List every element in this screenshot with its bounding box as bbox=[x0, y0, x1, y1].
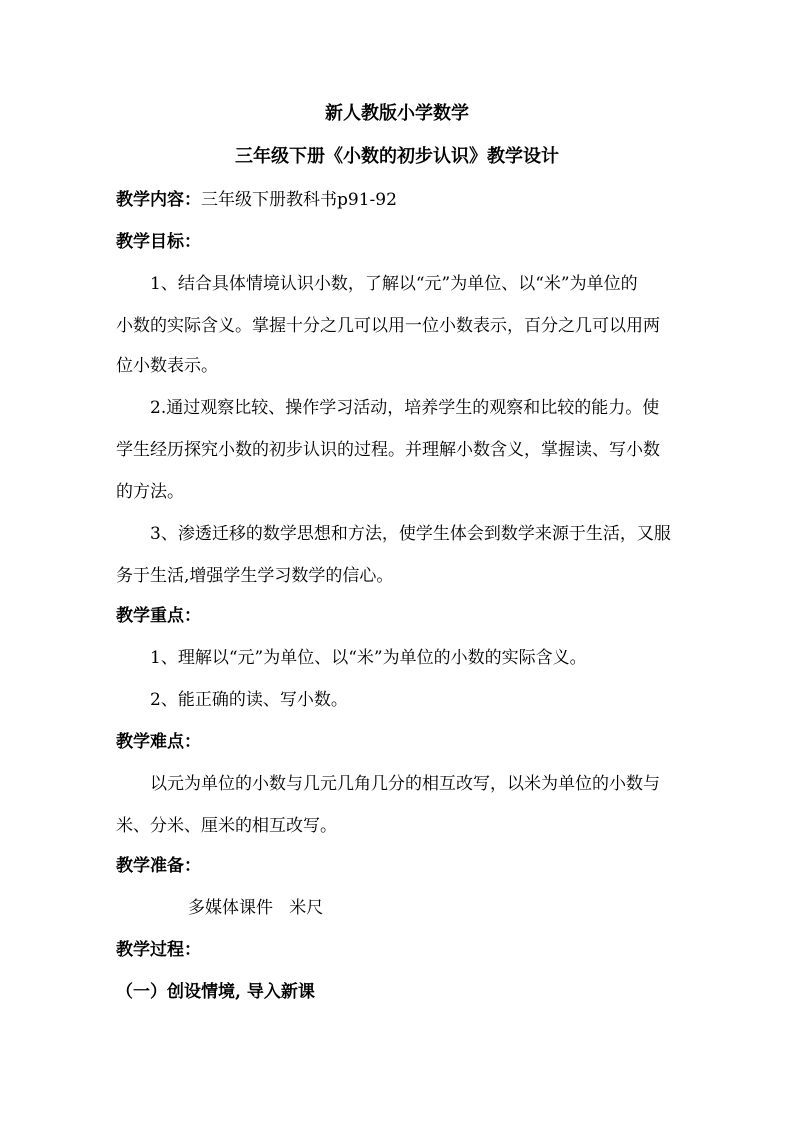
process-label: 教学过程： bbox=[116, 940, 201, 960]
objective-line: 1、结合具体情境认识小数，了解以“元”为单位、以“米”为单位的 bbox=[150, 274, 638, 294]
objective-line: 2.通过观察比较、操作学习活动，培养学生的观察和比较的能力。使 bbox=[150, 398, 660, 418]
preparation-label: 教学准备： bbox=[116, 856, 201, 876]
objective-line: 学生经历探究小数的初步认识的过程。并理解小数含义，掌握读、写小数 bbox=[116, 440, 660, 460]
key-points-label: 教学重点： bbox=[116, 606, 201, 626]
difficulty-line: 以元为单位的小数与几元几角几分的相互改写，以米为单位的小数与 bbox=[150, 774, 660, 794]
objective-line: 务于生活,增强学生学习数学的信心。 bbox=[116, 566, 394, 586]
objective-line: 小数的实际含义。掌握十分之几可以用一位小数表示，百分之几可以用两 bbox=[116, 316, 660, 336]
difficulty-line: 米、分米、厘米的相互改写。 bbox=[116, 816, 337, 836]
document-title: 新人教版小学数学 bbox=[325, 103, 469, 124]
objective-line: 的方法。 bbox=[116, 482, 184, 502]
document-subtitle: 三年级下册《小数的初步认识》教学设计 bbox=[235, 146, 559, 167]
content-row bbox=[116, 190, 397, 210]
content-label: 教学内容： bbox=[116, 190, 201, 210]
preparation-value: 多媒体课件 米尺 bbox=[188, 898, 324, 918]
objective-line: 3、渗透迁移的数学思想和方法，使学生体会到数学来源于生活，又服 bbox=[150, 524, 671, 544]
process-step-1: （一）创设情境, 导入新课 bbox=[116, 982, 315, 1002]
key-point-line: 2、能正确的读、写小数。 bbox=[150, 690, 348, 710]
objective-line: 位小数表示。 bbox=[116, 356, 218, 376]
content-value: 三年级下册教科书p91-92 bbox=[201, 190, 397, 210]
objectives-label: 教学目标： bbox=[116, 232, 201, 252]
key-point-line: 1、理解以“元”为单位、以“米”为单位的小数的实际含义。 bbox=[150, 648, 587, 668]
difficulties-label: 教学难点： bbox=[116, 732, 201, 752]
